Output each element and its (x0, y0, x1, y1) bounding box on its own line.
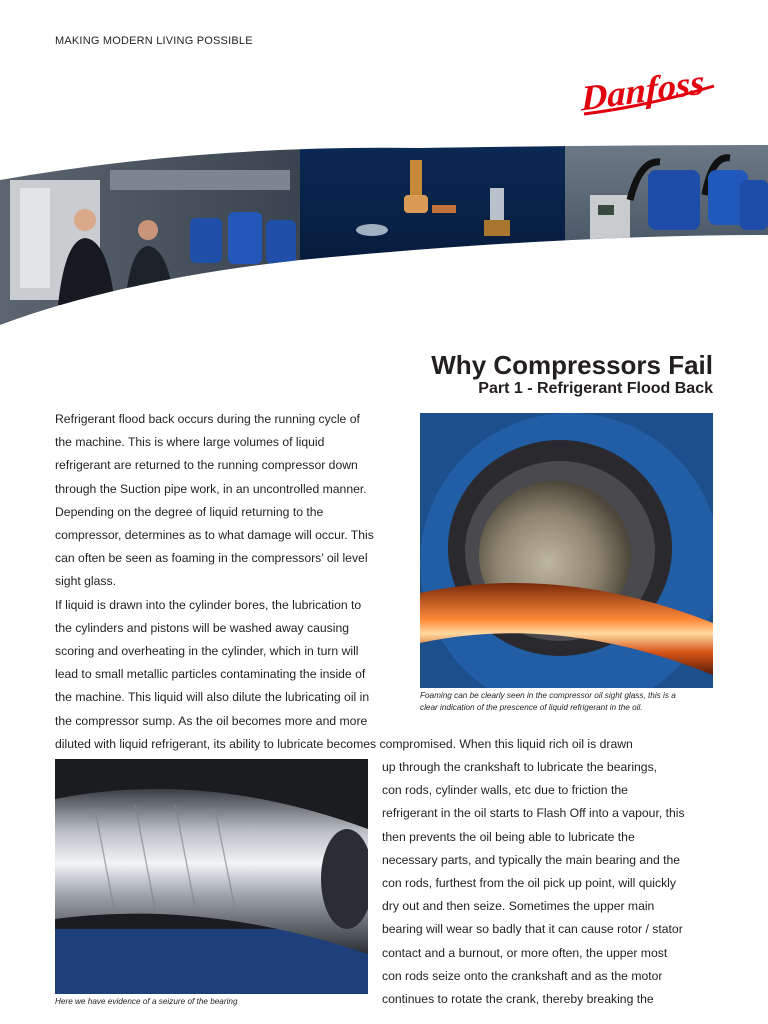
text-line: scoring and overheating in the cylinder, which in turn will (55, 644, 359, 659)
text-line: the machine. This is where large volumes of liquid (55, 435, 325, 450)
article-subtitle: Part 1 - Refrigerant Flood Back (478, 380, 713, 397)
text-line: con rods seize onto the crankshaft and as the motor (382, 968, 663, 983)
caption-line: clear indication of the prescence of liquid refrigerant in the oil. (420, 703, 643, 712)
text-line: refrigerant in the oil starts to Flash Off into a vapour, this (382, 806, 685, 821)
text-line: the machine. This liquid will also dilute the lubricating oil in (55, 690, 370, 705)
text-line: then prevents the oil being able to lubricate the (382, 829, 635, 844)
text-line: lead to small metallic particles contaminating the inside of (55, 667, 366, 682)
article-title: Why Compressors Fail (431, 350, 713, 380)
svg-text:Danfoss: Danfoss (581, 62, 705, 119)
text-line: sight glass. (55, 574, 116, 589)
text-line: bearing will wear so badly that it can cause rotor / stator (382, 922, 683, 937)
text-line: necessary parts, and typically the main bearing and the (382, 852, 681, 867)
body-right-column (382, 756, 717, 1011)
text-line: the compressor sump. As the oil becomes more and more (55, 713, 368, 728)
body-full-width-line (55, 733, 715, 756)
text-line: the cylinders and pistons will be washed away causing (55, 620, 350, 635)
caption-line: Foaming can be clearly seen in the compressor oil sight glass, this is a (420, 691, 676, 700)
text-line: can often be seen as foaming in the compressors’ oil level (55, 551, 368, 566)
text-line: Depending on the degree of liquid returning to the (55, 504, 324, 519)
header-tagline: MAKING MODERN LIVING POSSIBLE (55, 35, 253, 47)
text-line: continues to rotate the crank, thereby breaking the (382, 992, 654, 1007)
text-line: up through the crankshaft to lubricate the bearings, (382, 760, 658, 774)
sight-glass-caption (420, 690, 720, 714)
text-line: compressor, determines as to what damage will occur. This (55, 528, 374, 543)
text-line: Refrigerant flood back occurs during the running cycle of (55, 412, 360, 426)
bearing-caption: Here we have evidence of a seizure of the bearing (55, 997, 238, 1006)
body-left-column (55, 408, 405, 733)
text-line: through the Suction pipe work, in an uncontrolled manner. (55, 481, 367, 496)
sight-glass-photo (420, 413, 713, 688)
text-line: refrigerant are returned to the running compressor down (55, 458, 358, 473)
text-line: contact and a burnout, or more often, the upper most (382, 945, 668, 960)
text-line: diluted with liquid refrigerant, its ability to lubricate becomes compromised. When this liquid rich oil is drawn (55, 737, 633, 751)
bearing-seizure-photo (55, 759, 368, 994)
text-line: dry out and then seize. Sometimes the upper main (382, 899, 655, 914)
text-line: con rods, cylinder walls, etc due to friction the (382, 783, 628, 798)
danfoss-logo (578, 62, 718, 124)
text-line: If liquid is drawn into the cylinder bores, the lubrication to (55, 597, 362, 612)
header-banner-photo (0, 140, 768, 340)
text-line: con rods, furthest from the oil pick up point, will quickly (382, 876, 676, 891)
